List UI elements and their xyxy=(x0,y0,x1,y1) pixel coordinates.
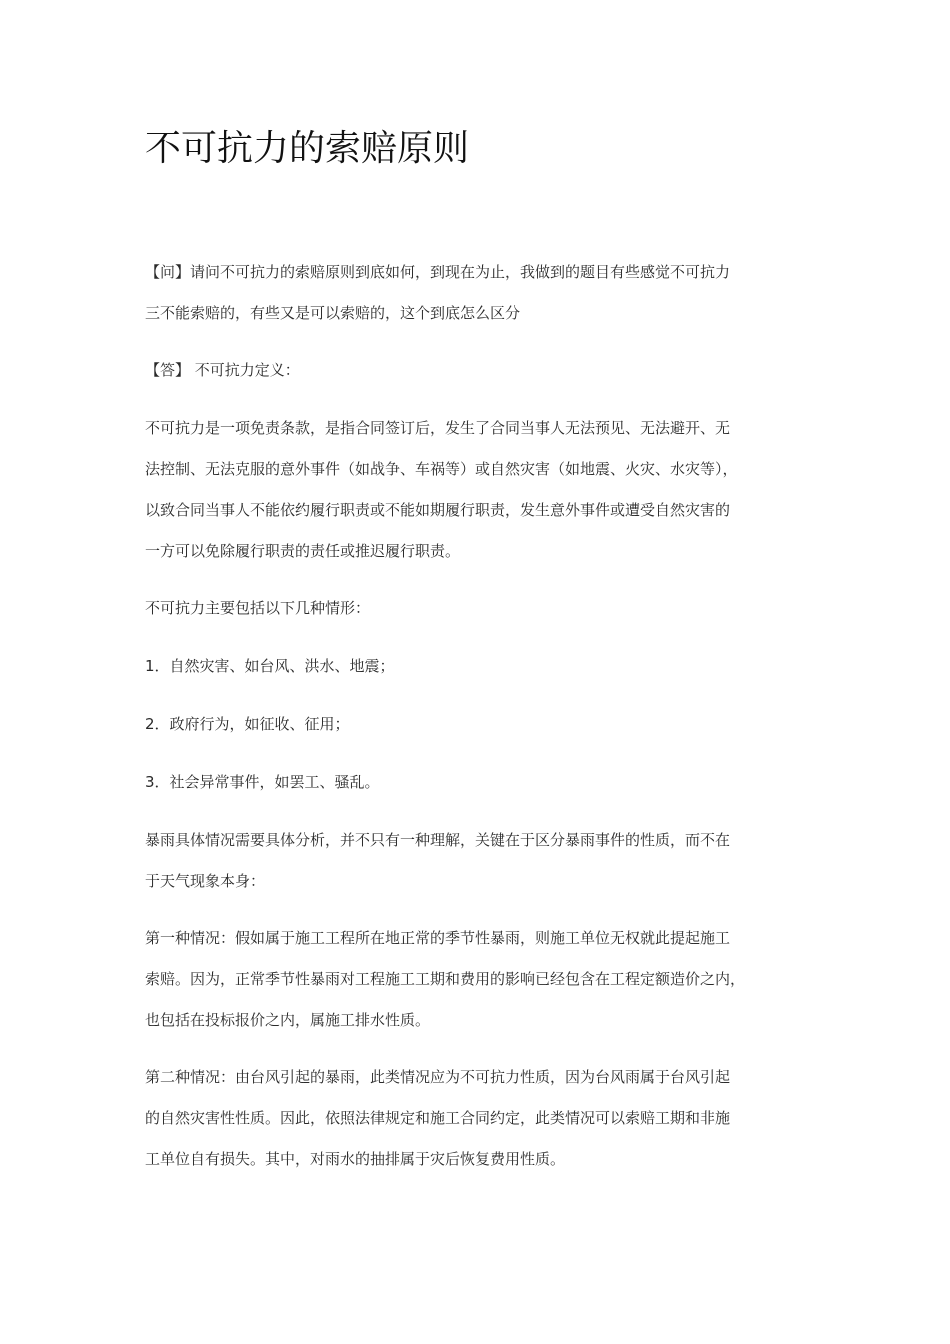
case-one-line: 索赔。因为，正常季节性暴雨对工程施工工期和费用的影响已经包含在工程定额造价之内， xyxy=(145,970,746,988)
case-two-line: 工单位自有损失。其中，对雨水的抽排属于灾后恢复费用性质。 xyxy=(145,1150,566,1168)
definition-line: 一方可以免除履行职责的责任或推迟履行职责。 xyxy=(145,542,461,560)
case-two-line: 的自然灾害性性质。因此，依照法律规定和施工合同约定，此类情况可以索赔工期和非施 xyxy=(145,1109,731,1127)
question-paragraph xyxy=(145,252,805,334)
list-item-text: 3．社会异常事件，如罢工、骚乱。 xyxy=(145,773,380,791)
rain-analysis-line: 于天气现象本身： xyxy=(145,872,266,890)
list-item xyxy=(145,704,805,745)
case-two-line: 第二种情况：由台风引起的暴雨，此类情况应为不可抗力性质，因为台风雨属于台风引起 xyxy=(145,1068,731,1086)
question-line: 三不能索赔的，有些又是可以索赔的，这个到底怎么区分 xyxy=(145,304,521,322)
list-item xyxy=(145,762,805,803)
rain-analysis-line: 暴雨具体情况需要具体分析，并不只有一种理解，关键在于区分暴雨事件的性质，而不在 xyxy=(145,831,731,849)
list-item xyxy=(145,646,805,687)
document-body xyxy=(145,252,805,1196)
question-line: 【问】请问不可抗力的索赔原则到底如何，到现在为止，我做到的题目有些感觉不可抗力 xyxy=(145,263,731,281)
answer-intro-line: 【答】 不可抗力定义： xyxy=(145,361,300,379)
definition-paragraph xyxy=(145,408,805,572)
case-two-paragraph xyxy=(145,1057,805,1180)
answer-intro xyxy=(145,350,805,391)
case-one-paragraph xyxy=(145,918,805,1041)
case-one-line: 第一种情况：假如属于施工工程所在地正常的季节性暴雨，则施工单位无权就此提起施工 xyxy=(145,929,731,947)
definition-line: 不可抗力是一项免责条款，是指合同签订后，发生了合同当事人无法预见、无法避开、无 xyxy=(145,419,731,437)
list-item-text: 2．政府行为，如征收、征用； xyxy=(145,715,350,733)
list-item-text: 1．自然灾害、如台风、洪水、地震； xyxy=(145,657,395,675)
case-one-line: 也包括在投标报价之内，属施工排水性质。 xyxy=(145,1011,431,1029)
definition-line: 法控制、无法克服的意外事件（如战争、车祸等）或自然灾害（如地震、火灾、水灾等）， xyxy=(145,460,738,478)
rain-analysis-paragraph xyxy=(145,820,805,902)
document-title: 不可抗力的索赔原则 xyxy=(145,128,470,169)
definition-line: 以致合同当事人不能依约履行职责或不能如期履行职责，发生意外事件或遭受自然灾害的 xyxy=(145,501,731,519)
list-intro xyxy=(145,588,805,629)
list-intro-line: 不可抗力主要包括以下几种情形： xyxy=(145,599,371,617)
